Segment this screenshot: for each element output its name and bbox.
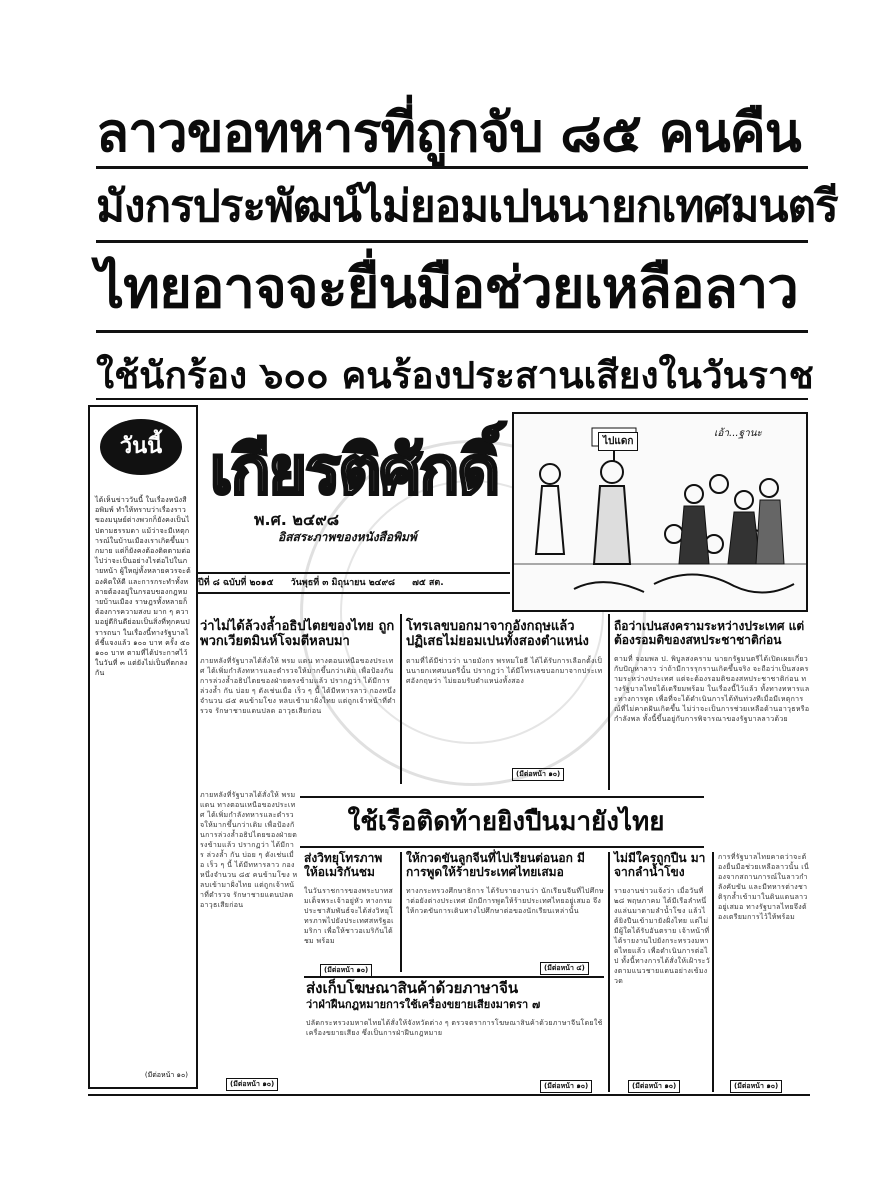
column-divider bbox=[608, 614, 610, 790]
column-divider bbox=[712, 852, 714, 1092]
article-subtitle: ว่าฝ่าฝืนกฎหมายการใช้เครื่องขยายเสียงมาตรา ๗ bbox=[306, 998, 541, 1012]
headline-rule bbox=[96, 330, 808, 333]
continued-note: (มีต่อหน้า ๑๐) bbox=[540, 1080, 592, 1093]
article-body: ภายหลังที่รัฐบาลได้สั่งให้ พรม แดน ทางตอนเหนือของประเทศ ได้เพิ่มกำลังทหารและตำรวจให้มากขึ้นกว่าเดิม เพื่อป้องกันการล่วงล้ำอธิปไตยของฝ่ายตรงข้ามแล้ว ปรากฏว่า ได้มีการ ล่วงล้ำ กัน บ่อย ๆ ดังเช่นเมื่อ เร็ว ๆ นี้ ได้มีทหารลาว กองหนึ่งจำนวน ๘๕ คนข้ามโขง หลบเข้ามาฝั่งไทย แต่ถูกเจ้าหน้าที่ตำรวจ รักษาชายแดนปลด อาวุธเสียก่อน bbox=[200, 791, 298, 909]
continued-note: (มีต่อหน้า ๑๐) bbox=[730, 1080, 782, 1093]
continued-note: (มีต่อหน้า ๑๐) bbox=[628, 1080, 680, 1093]
article-lao-soldiers bbox=[200, 620, 396, 788]
article-body: ทางกระทรวงศึกษาธิการ ได้รับรายงานว่า นักเรียนจีนที่ไปศึกษาต่อยังต่างประเทศ มักมีการพูดให้ร้ายประเทศไทยอยู่เสมอ จึงให้กวดขันการเดินทางไปศึกษาต่อของนักเรียนเหล่านั้น bbox=[406, 886, 605, 915]
article-body: ภายหลังที่รัฐบาลได้สั่งให้ พรม แดน ทางตอนเหนือของประเทศ ได้เพิ่มกำลังทหารและตำรวจให้มากขึ้นกว่าเดิม เพื่อป้องกันการล่วงล้ำอธิปไตยของฝ่ายตรงข้ามแล้ว ปรากฏว่า ได้มีการ ล่วงล้ำ กัน บ่อย ๆ ดังเช่นเมื่อ เร็ว ๆ นี้ ได้มีทหารลาว กองหนึ่งจำนวน ๘๕ คนข้ามโขง หลบเข้ามาฝั่งไทย แต่ถูกเจ้าหน้าที่ตำรวจ รักษาชายแดนปลด อาวุธเสียก่อน bbox=[200, 656, 396, 715]
section-rule bbox=[300, 796, 704, 798]
headline-2: มังกรประพัฒน์ไม่ยอมเปนนายกเทศมนตรี bbox=[96, 181, 838, 232]
left-column bbox=[88, 405, 198, 1089]
article-body: รายงานข่าวแจ้งว่า เมื่อวันที่ ๒๘ พฤษภาคม ได้มีเรือลำหนึ่งแล่นมาตามลำน้ำโขง แล้วได้ยิงปืนเข้ามายังฝั่งไทย แต่ไม่มีผู้ใดได้รับอันตราย เจ้าหน้าที่ได้รายงานไปยังกระทรวงมหาดไทยแล้ว เพื่อดำเนินการต่อไป ทั้งนี้ทางการได้สั่งให้เฝ้าระวังตามแนวชายแดนอย่างเข้มงวด bbox=[614, 886, 710, 985]
cartoon-sign: ไปแดก bbox=[598, 432, 638, 451]
left-column-body: ได้เห็นข่าววันนี้ ในเรื่องหนังสือพิมพ์ ทำให้ทราบว่าเรื่องราวของมนุษย์ต่างพวกก็ยังคงเป็นไปตามธรรมดา แม้ว่าจะมีเหตุการณ์ในบ้านเมืองเราเกิดขึ้นมากมาย แต่ก็ยังคงต้องติดตามต่อไปว่าจะเป็นอย่างไรต่อไปในภายหน้า ผู้ใหญ่ทั้งหลายควรจะต้องคิดให้ดี และการกระทำทั้งหลายต้องอยู่ในกรอบของกฎหมายบ้านเมือง ราษฎรทั้งหลายก็ต้องการความสงบ มาก ๆ ความอยู่ดีกินดีย่อมเป็นสิ่งที่ทุกคนปรารถนา ในเรื่องนี้ทางรัฐบาลได้ชี้แจงแล้ว ๑๐๐ บาท ครั้ง ๕๐ ๑๐๐ บาท ตามที่ได้ประกาศไว้ ในวันที่ ๓ แต่ยังไม่เป็นที่ตกลงกัน bbox=[95, 496, 191, 678]
article-title: ส่งเก็บโฆษณาสินค้าด้วยภาษาจีน bbox=[306, 979, 519, 997]
article-war bbox=[614, 620, 810, 788]
masthead-year: พ.ศ. ๒๔๙๘ bbox=[254, 510, 340, 529]
continued-note: (มีต่อหน้า ๑๐) bbox=[512, 768, 564, 781]
article-title: ไม่มีใครถูกปืน มาจากลำน้ำโขง bbox=[614, 851, 706, 879]
article-title: โทรเลขบอกมาจากอังกฤษแล้ว ปฏิเสธไม่ยอมเปนทั้งสองตำแหน่ง bbox=[406, 619, 589, 649]
article-body: ตามที่ได้มีข่าวว่า นายมังกร พรหมโยธี ได้ได้รับการเลือกตั้งเป็นนายกเทศมนตรีนั้น ปรากฏว่า ได้มีโทรเลขบอกมาจากประเทศอังกฤษว่า ไม่ยอมรับตำแหน่งทั้งสอง bbox=[406, 656, 603, 685]
article-body: การที่รัฐบาลไทยคาดว่าจะต้องยื่นมือช่วยเหลือลาวนั้น เนื่องจากสถานการณ์ในลาวกำลังคับขัน และมีทหารต่างชาติรุกล้ำเข้ามาในดินแดนลาวอยู่เสมอ ทางรัฐบาลไทยจึงต้องเตรียมการไว้ให้พร้อม bbox=[718, 853, 810, 921]
headline-3: ไทยอาจจะยื่นมือช่วยเหลือลาว bbox=[96, 256, 798, 321]
continued-note: (มีต่อหน้า ๑๐) bbox=[320, 964, 372, 977]
headline-rule bbox=[96, 398, 808, 400]
article-body: ปลัดกระทรวงมหาดไทยได้สั่งให้จังหวัดต่าง ๆ ตรวจตราการโฆษณาสินค้าด้วยภาษาจีนโดยใช้เครื่องขยายเสียง ซึ่งเป็นการฝ่าฝืนกฎหมาย bbox=[306, 1018, 603, 1037]
continued-note: (มีต่อหน้า ๑๐) bbox=[144, 1071, 188, 1079]
masthead-title: เกียรติศักดิ์ bbox=[209, 431, 499, 509]
masthead bbox=[198, 410, 510, 610]
article-body: ในวันราชการของพระบาทสมเด็จพระเจ้าอยู่หัว ทางกรมประชาสัมพันธ์จะได้ส่งวิทยุโทรภาพไปยังประเทศสหรัฐอเมริกา เพื่อให้ชาวอเมริกันได้ชม พร้อม bbox=[304, 886, 394, 945]
article-title: ส่งวิทยุโทรภาพ ให้อเมริกันชม bbox=[304, 851, 383, 879]
page-bottom-rule bbox=[88, 1094, 810, 1096]
column-divider bbox=[400, 614, 402, 784]
article-lao-help bbox=[718, 852, 810, 1078]
masthead-slogan: อิสสระภาพของหนังสือพิมพ์ bbox=[278, 530, 417, 544]
headline-4: ใช้นักร้อง ๖๐๐ คนร้องประสานเสียงในวันราช bbox=[96, 354, 814, 397]
article-lao-soldiers-cont bbox=[200, 790, 298, 909]
article-mekong bbox=[614, 852, 710, 1078]
article-title: ถือว่าเปนสงครามระหว่างประเทศ แต่ต้องรอมติของสหประชาชาติก่อน bbox=[614, 619, 805, 647]
column-divider bbox=[608, 852, 610, 1092]
section-rule bbox=[304, 976, 604, 978]
article-title: ว่าไม่ได้ล้วงล้ำอธิปไตยของไทย ถูกพวกเวียตมินห์โจมตีหลบมา bbox=[200, 619, 395, 649]
cartoon-drawing bbox=[514, 414, 806, 610]
column-divider bbox=[400, 852, 402, 972]
article-chinese-ads bbox=[306, 980, 604, 1080]
article-title: ให้กวดขันลูกจีนที่ไปเรียนต่อนอก มีการพูดให้ร้ายประเทศไทยเสมอ bbox=[406, 851, 585, 879]
article-telephoto bbox=[304, 852, 396, 962]
article-chinese-students bbox=[406, 852, 604, 962]
editorial-cartoon bbox=[512, 412, 808, 612]
headline-1: ลาวขอทหารที่ถูกจับ ๘๕ คนคืน bbox=[96, 101, 801, 164]
column-logo: วันนี้ bbox=[100, 419, 182, 475]
cartoon-caption: เอ้า...ฐานะ bbox=[714, 428, 762, 439]
article-mangkorn bbox=[406, 620, 604, 770]
issue-price: ๗๕ สต. bbox=[412, 578, 444, 588]
headline-rule bbox=[96, 166, 808, 169]
article-boat-gunfire-title: ใช้เรือติดท้ายยิงปืนมายังไทย bbox=[347, 807, 665, 837]
section-rule bbox=[300, 846, 704, 848]
issue-date: วันพุธที่ ๓ มิถุนายน ๒๔๙๘ bbox=[290, 578, 395, 588]
continued-note: (มีต่อหน้า ๑๐) bbox=[226, 1078, 278, 1091]
article-body: ตามที่ จอมพล ป. พิบูลสงคราม นายกรัฐมนตรีได้เปิดเผยเกี่ยวกับปัญหาลาว ว่าถ้ามีการรุกรานเกิดขึ้นจริง จะถือว่าเป็นสงครามระหว่างประเทศ แต่จะต้องรอมติของสหประชาชาติก่อน ทางรัฐบาลไทยได้เตรียมพร้อม ในเรื่องนี้ไว้แล้ว ทั้งทางทหารและทางการทูต เพื่อที่จะได้ดำเนินการได้ทันท่วงทีเมื่อมีเหตุการณ์ที่ไม่คาดฝันเกิดขึ้น ไม่ว่าจะเป็นการช่วยเหลือด้านอาวุธหรือกำลังพล ทั้งนี้ขึ้นอยู่กับการพิจารณาของรัฐบาลลาวด้วย bbox=[614, 654, 810, 723]
masthead-info-bar bbox=[198, 572, 510, 594]
continued-note: (มีต่อหน้า ๔) bbox=[540, 962, 589, 975]
headline-rule bbox=[96, 240, 808, 243]
issue-number: ปีที่ ๘ ฉบับที่ ๒๐๑๕ bbox=[198, 578, 274, 588]
